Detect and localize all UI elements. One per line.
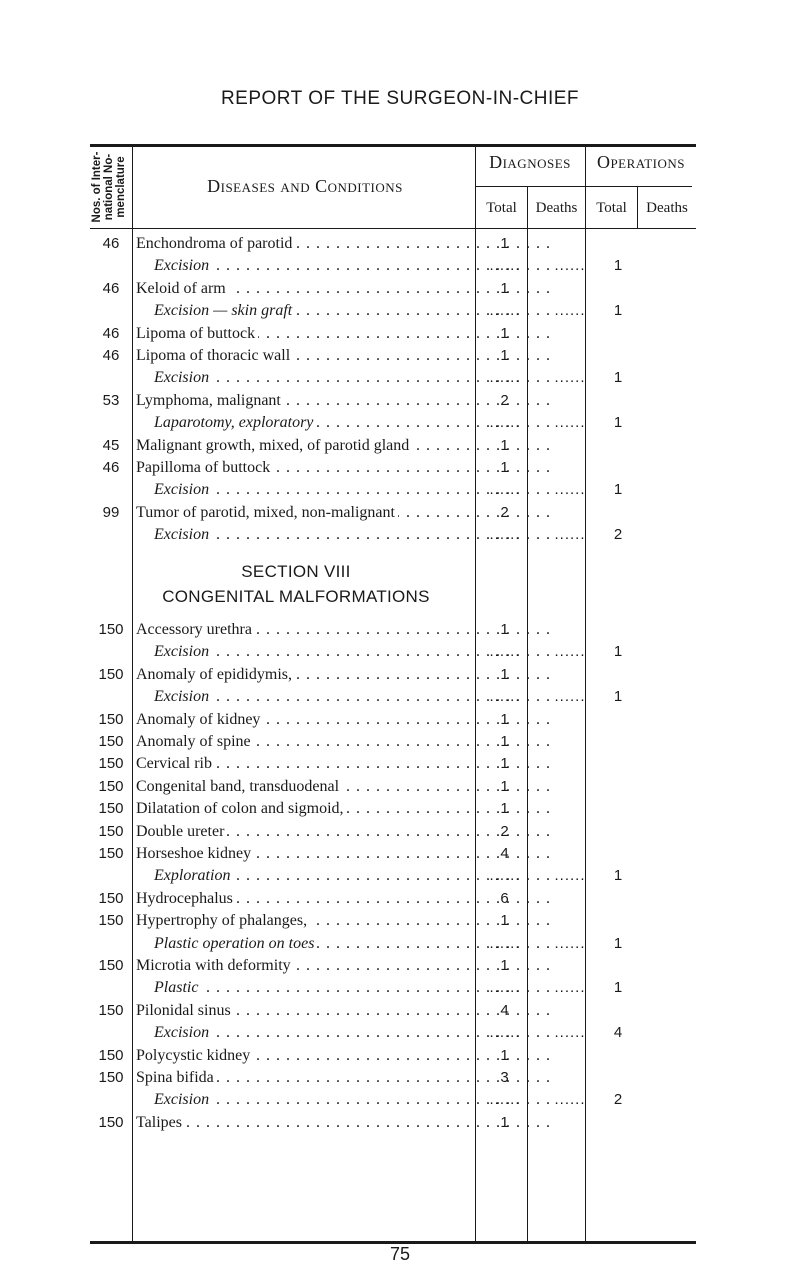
header-bottom-rule xyxy=(90,228,696,229)
condition-name xyxy=(136,1000,556,1022)
operation-row xyxy=(90,367,696,389)
nomenclature-number: 45 xyxy=(102,436,120,454)
condition-name-text: Plastic operation on toes xyxy=(136,935,317,952)
condition-name-text: Excision xyxy=(136,688,212,705)
operations-total: 1 xyxy=(613,688,623,706)
diagnoses-total: 1 xyxy=(500,755,510,773)
diagnoses-total-header: Total xyxy=(486,200,517,216)
condition-name-text: Pilonidal sinus xyxy=(136,1002,234,1019)
diagnoses-deaths-header: Deaths xyxy=(535,200,578,216)
disease-row xyxy=(90,345,696,367)
operations-total: 1 xyxy=(613,979,623,997)
operation-row xyxy=(90,524,696,546)
operation-row xyxy=(90,300,696,322)
condition-name-text: Talipes xyxy=(136,1114,185,1131)
condition-name-text: Spina bifida xyxy=(136,1069,217,1086)
disease-row xyxy=(90,1112,696,1134)
diseases-header: Diseases and Conditions xyxy=(207,176,403,196)
condition-name xyxy=(136,502,556,524)
operations-deaths-header: Deaths xyxy=(646,200,688,216)
condition-name xyxy=(136,390,556,412)
diagnoses-deaths: ...... xyxy=(554,257,586,275)
condition-name-text: Double ureter xyxy=(136,823,227,840)
diagnoses-total: ...... xyxy=(489,867,521,885)
condition-name xyxy=(136,955,556,977)
operation-row xyxy=(90,977,696,999)
condition-name-text: Papilloma of buttock xyxy=(136,459,273,476)
operation-row xyxy=(90,641,696,663)
operations-total-header: Total xyxy=(596,200,627,216)
operations-total: 1 xyxy=(613,867,623,885)
nomenclature-number: 150 xyxy=(98,621,124,638)
condition-name xyxy=(136,300,556,322)
condition-name-text: Keloid of arm xyxy=(136,280,229,297)
disease-row xyxy=(90,776,696,798)
disease-row xyxy=(90,888,696,910)
operation-row xyxy=(90,686,696,708)
diagnoses-total: 3 xyxy=(500,1069,510,1086)
condition-name xyxy=(136,345,556,367)
diagnoses-total: 1 xyxy=(500,621,510,638)
disease-row xyxy=(90,821,696,843)
disease-row xyxy=(90,1045,696,1067)
diagnoses-deaths: ...... xyxy=(554,414,586,432)
diagnoses-total: ...... xyxy=(489,481,521,499)
diagnoses-total: 1 xyxy=(500,912,510,930)
disease-row xyxy=(90,753,696,775)
condition-name xyxy=(136,933,556,955)
diagnoses-total: 1 xyxy=(500,1046,510,1064)
condition-name xyxy=(136,1089,556,1111)
operations-total: 1 xyxy=(613,934,623,952)
condition-name xyxy=(136,641,556,663)
condition-name-text: Dilatation of colon and sigmoid, xyxy=(136,800,347,817)
condition-name xyxy=(136,731,556,753)
diagnoses-total: ...... xyxy=(489,1024,521,1042)
condition-name xyxy=(136,435,556,457)
operation-row xyxy=(90,479,696,501)
condition-name-text: Anomaly of epididymis, xyxy=(136,666,295,683)
operation-row xyxy=(90,1022,696,1044)
diagnoses-total: ...... xyxy=(489,1091,521,1109)
nomenclature-number: 150 xyxy=(98,800,124,818)
diagnoses-total: ...... xyxy=(489,257,521,275)
table-top-rule xyxy=(90,144,696,147)
operations-header: Operations xyxy=(596,152,686,172)
operation-row xyxy=(90,865,696,887)
diagnoses-deaths: ...... xyxy=(554,688,586,706)
condition-name xyxy=(136,323,556,345)
condition-name-text: Lipoma of buttock xyxy=(136,325,258,342)
section-subtitle: CONGENITAL MALFORMATIONS xyxy=(162,587,430,606)
condition-name xyxy=(136,524,556,546)
condition-name xyxy=(136,776,556,798)
diagnoses-total: 1 xyxy=(500,235,510,252)
diagnoses-total: 1 xyxy=(500,436,510,454)
condition-name xyxy=(136,278,556,300)
nomenclature-number: 150 xyxy=(98,777,124,795)
operation-row xyxy=(90,412,696,434)
disease-row xyxy=(90,390,696,412)
diagnoses-deaths: ...... xyxy=(554,1024,586,1042)
operation-row xyxy=(90,933,696,955)
condition-name-text: Lipoma of thoracic wall xyxy=(136,347,293,364)
diagnoses-deaths: ...... xyxy=(554,1091,586,1109)
condition-name xyxy=(136,367,556,389)
condition-name-text: Hydrocephalus xyxy=(136,890,236,907)
condition-name xyxy=(136,709,556,731)
page-title: REPORT OF THE SURGEON-IN-CHIEF xyxy=(220,88,580,109)
condition-name xyxy=(136,888,556,910)
condition-name xyxy=(136,821,556,843)
nomenclature-number: 150 xyxy=(98,889,124,907)
diagnoses-total: 1 xyxy=(500,665,510,683)
condition-name xyxy=(136,255,556,277)
condition-name-text: Enchondroma of parotid xyxy=(136,235,295,252)
condition-name-text: Horseshoe kidney xyxy=(136,845,254,862)
nomenclature-number: 150 xyxy=(98,822,124,840)
operations-total: 1 xyxy=(613,369,623,387)
disease-row xyxy=(90,323,696,345)
disease-row xyxy=(90,502,696,524)
nomenclature-number: 150 xyxy=(98,957,124,974)
condition-name xyxy=(136,619,556,641)
disease-row xyxy=(90,619,696,641)
condition-name xyxy=(136,457,556,479)
diagnoses-total: 1 xyxy=(500,347,510,364)
nomenclature-header-text: Nos. of Inter- national No- menclature xyxy=(91,151,127,223)
nomenclature-number: 53 xyxy=(102,391,120,409)
operations-total: 1 xyxy=(613,481,623,499)
diagnoses-total: ...... xyxy=(489,526,521,544)
diagnoses-total: 4 xyxy=(500,1001,510,1019)
diagnoses-total: 1 xyxy=(500,324,510,342)
condition-name-text: Laparotomy, exploratory xyxy=(136,414,316,431)
condition-name xyxy=(136,233,556,255)
operation-row xyxy=(90,1089,696,1111)
condition-name-text: Excision xyxy=(136,526,212,543)
nomenclature-number: 150 xyxy=(98,845,124,862)
condition-name xyxy=(136,977,556,999)
nomenclature-number: 150 xyxy=(98,733,124,750)
condition-name-text: Excision xyxy=(136,257,212,274)
operations-total: 4 xyxy=(613,1024,623,1042)
operation-row xyxy=(90,255,696,277)
operations-total: 2 xyxy=(613,1091,623,1109)
nomenclature-header xyxy=(91,148,127,226)
nomenclature-number: 46 xyxy=(102,324,120,342)
condition-name-text: Microtia with deformity xyxy=(136,957,294,974)
condition-name xyxy=(136,664,556,686)
diagnoses-total: 1 xyxy=(500,279,510,297)
group-header-rule xyxy=(476,186,692,187)
condition-name-text: Tumor of parotid, mixed, non-malignant xyxy=(136,504,398,521)
diagnoses-total: 2 xyxy=(500,822,510,840)
condition-name xyxy=(136,843,556,865)
nomenclature-number: 150 xyxy=(98,755,124,773)
diagnoses-total: 1 xyxy=(500,957,510,974)
diagnoses-total: ...... xyxy=(489,369,521,387)
nomenclature-number: 46 xyxy=(102,235,120,252)
nomenclature-number: 150 xyxy=(98,1113,124,1131)
condition-name-text: Excision xyxy=(136,643,212,660)
operations-total: 1 xyxy=(613,643,623,661)
operations-total: 1 xyxy=(613,302,623,320)
condition-name-text: Excision — skin graft xyxy=(136,302,295,319)
condition-name-text: Excision xyxy=(136,1024,212,1041)
diagnoses-total: 4 xyxy=(500,845,510,862)
condition-name-text: Malignant growth, mixed, of parotid gland xyxy=(136,437,412,454)
disease-row xyxy=(90,278,696,300)
diagnoses-total: 6 xyxy=(500,889,510,907)
diagnoses-deaths: ...... xyxy=(554,643,586,661)
operations-total: 1 xyxy=(613,257,623,275)
disease-row xyxy=(90,731,696,753)
diagnoses-deaths: ...... xyxy=(554,867,586,885)
condition-name xyxy=(136,1112,556,1134)
diagnoses-total: ...... xyxy=(489,414,521,432)
disease-row xyxy=(90,910,696,932)
page-number: 75 xyxy=(389,1244,411,1264)
disease-row xyxy=(90,435,696,457)
nomenclature-number: 46 xyxy=(102,279,120,297)
diagnoses-total: ...... xyxy=(489,934,521,952)
condition-name-text: Plastic xyxy=(136,979,201,996)
diagnoses-deaths: ...... xyxy=(554,302,586,320)
condition-name-text: Accessory urethra xyxy=(136,621,255,638)
condition-name xyxy=(136,686,556,708)
condition-name-text: Congenital band, transduodenal xyxy=(136,778,342,795)
nomenclature-number: 150 xyxy=(98,1069,124,1086)
disease-row xyxy=(90,798,696,820)
diagnoses-header: Diagnoses xyxy=(489,152,571,172)
disease-row xyxy=(90,1000,696,1022)
disease-row xyxy=(90,843,696,865)
condition-name-text: Exploration xyxy=(136,867,233,884)
disease-row xyxy=(90,233,696,255)
diagnoses-deaths: ...... xyxy=(554,979,586,997)
nomenclature-number: 150 xyxy=(98,710,124,728)
condition-name xyxy=(136,798,556,820)
nomenclature-number: 99 xyxy=(102,503,120,521)
condition-name xyxy=(136,1022,556,1044)
nomenclature-number: 150 xyxy=(98,1046,124,1064)
operations-total: 1 xyxy=(613,414,623,432)
condition-name xyxy=(136,865,556,887)
condition-name xyxy=(136,479,556,501)
condition-name-text: Excision xyxy=(136,1091,212,1108)
diagnoses-total: 1 xyxy=(500,710,510,728)
diagnoses-deaths: ...... xyxy=(554,934,586,952)
diagnoses-total: ...... xyxy=(489,688,521,706)
disease-row xyxy=(90,664,696,686)
nomenclature-number: 46 xyxy=(102,347,120,364)
diagnoses-total: 1 xyxy=(500,777,510,795)
diagnoses-total: ...... xyxy=(489,979,521,997)
diagnoses-deaths: ...... xyxy=(554,481,586,499)
condition-name-text: Hypertrophy of phalanges, xyxy=(136,912,310,929)
section-title: SECTION VIII xyxy=(241,562,351,581)
nomenclature-number: 150 xyxy=(98,665,124,683)
disease-row xyxy=(90,1067,696,1089)
disease-row xyxy=(90,457,696,479)
operations-total: 2 xyxy=(613,526,623,544)
condition-name xyxy=(136,1045,556,1067)
diagnoses-total: 2 xyxy=(500,503,510,521)
condition-name-text: Polycystic kidney xyxy=(136,1047,253,1064)
condition-name xyxy=(136,412,556,434)
condition-name xyxy=(136,910,556,932)
condition-name-text: Cervical rib xyxy=(136,755,215,772)
condition-name-text: Excision xyxy=(136,481,212,498)
disease-row xyxy=(90,709,696,731)
diagnoses-deaths: ...... xyxy=(554,369,586,387)
nomenclature-number: 150 xyxy=(98,912,124,930)
diagnoses-total: 1 xyxy=(500,800,510,818)
condition-name xyxy=(136,1067,556,1089)
nomenclature-number: 46 xyxy=(102,459,120,476)
diagnoses-total: 1 xyxy=(500,1113,510,1131)
condition-name-text: Anomaly of spine xyxy=(136,733,254,750)
disease-row xyxy=(90,955,696,977)
condition-name-text: Anomaly of kidney xyxy=(136,711,263,728)
condition-name xyxy=(136,753,556,775)
condition-name-text: Lymphoma, malignant xyxy=(136,392,284,409)
diagnoses-total: ...... xyxy=(489,643,521,661)
diagnoses-total: ...... xyxy=(489,302,521,320)
condition-name-text: Excision xyxy=(136,369,212,386)
diagnoses-deaths: ...... xyxy=(554,526,586,544)
nomenclature-number: 150 xyxy=(98,1001,124,1019)
diagnoses-total: 1 xyxy=(500,733,510,750)
diagnoses-total: 2 xyxy=(500,391,510,409)
diagnoses-total: 1 xyxy=(500,459,510,476)
